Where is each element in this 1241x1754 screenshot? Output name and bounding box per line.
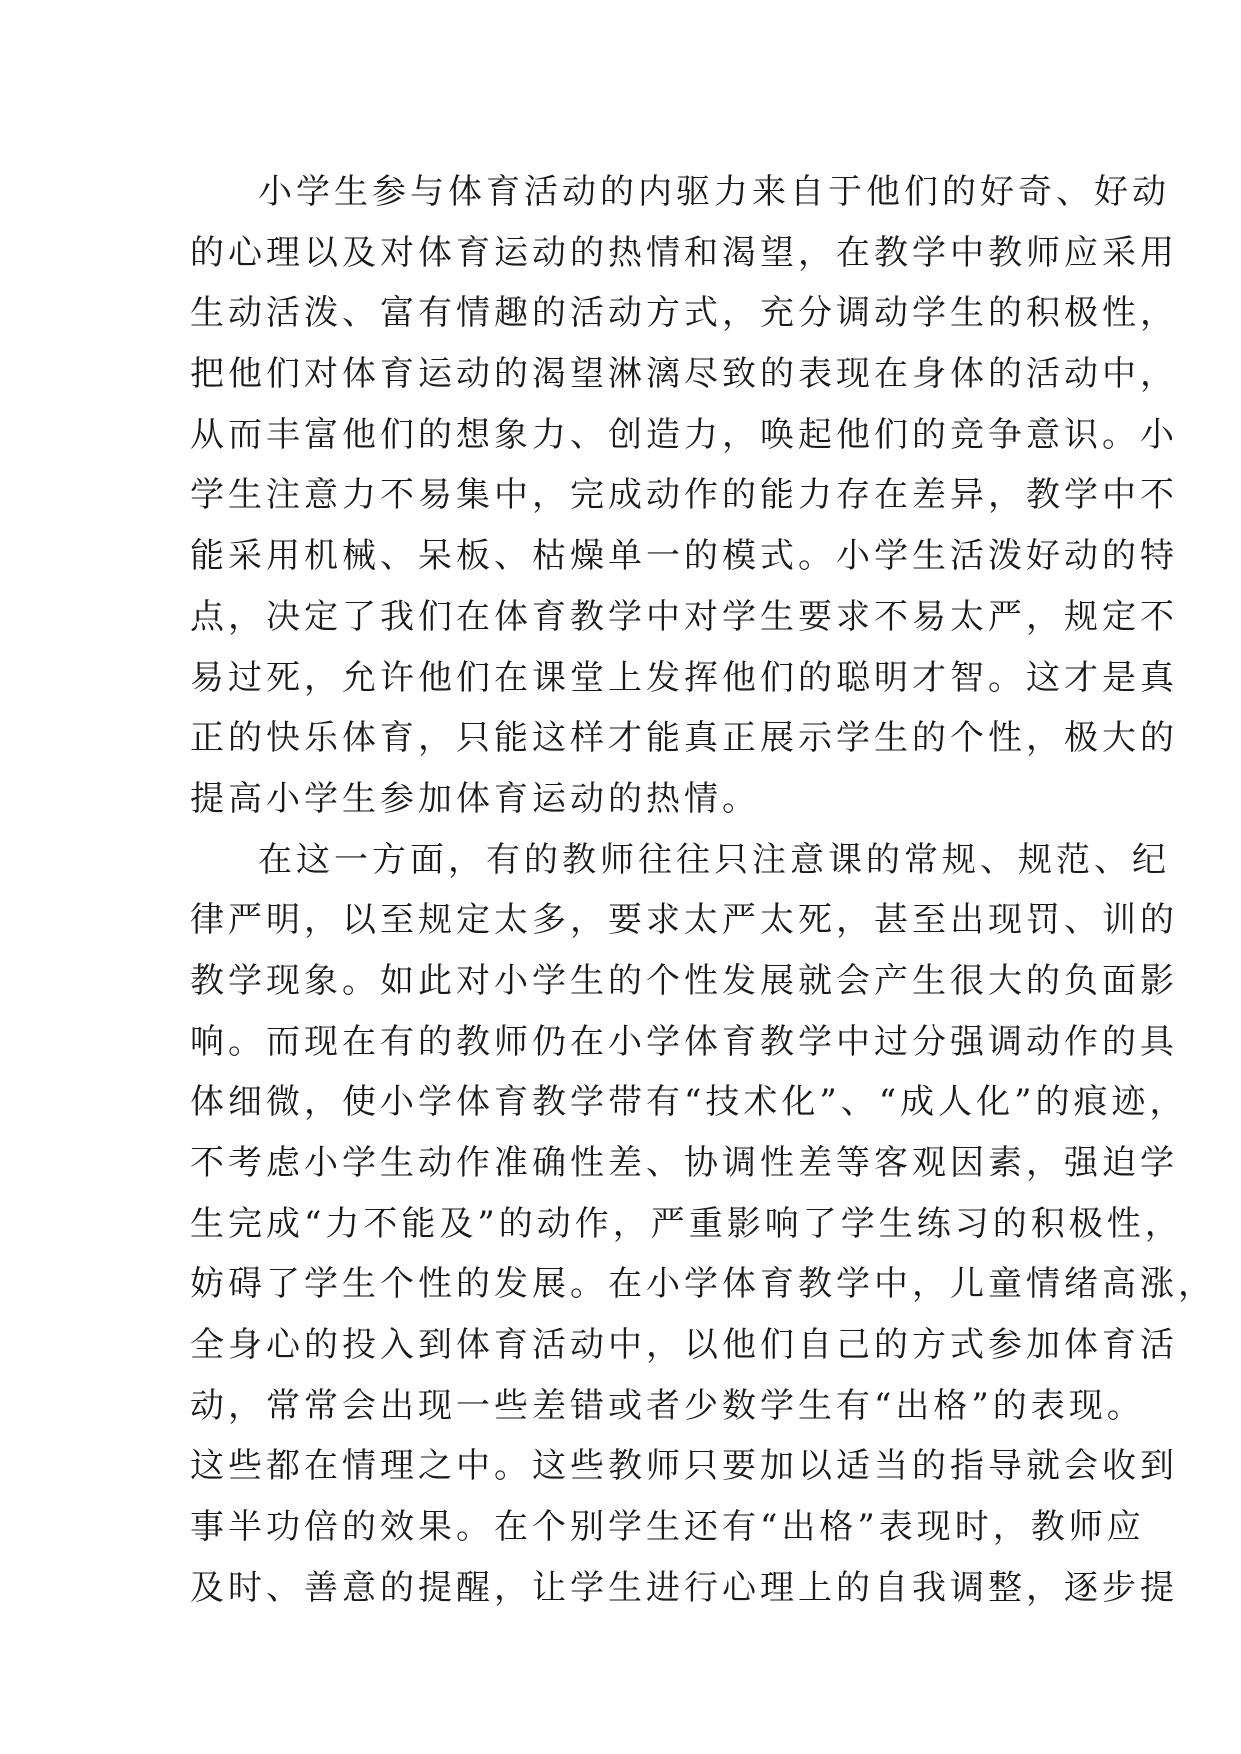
- text-line: 妨碍了学生个性的发展。在小学体育教学中，儿童情绪高涨，: [190, 1264, 1216, 1305]
- text-line: 在这一方面，有的教师往往只注意课的常规、规范、纪: [258, 839, 1170, 880]
- text-line: 易过死，允许他们在课堂上发挥他们的聪明才智。这才是真: [190, 657, 1178, 698]
- text-line: 不考虑小学生动作准确性差、协调性差等客观因素，强迫学: [190, 1143, 1178, 1183]
- text-line: 事半功倍的效果。在个别学生还有“出格”表现时，教师应: [190, 1507, 1145, 1548]
- paragraph-2: [190, 830, 1216, 1619]
- text-line: 全身心的投入到体育活动中，以他们自己的方式参加体育活: [190, 1325, 1178, 1366]
- text-line: 及时、善意的提醒，让学生进行心理上的自我调整，逐步提: [190, 1567, 1178, 1608]
- text-line: 律严明，以至规定太多，要求太严太死，甚至出现罚、训的: [190, 900, 1178, 941]
- text-line: 体细微，使小学体育教学带有“技术化”、“成人化”的痕迹，: [190, 1082, 1188, 1123]
- text-line: 生完成“力不能及”的动作，严重影响了学生练习的积极性，: [190, 1203, 1183, 1244]
- text-line: 学生注意力不易集中，完成动作的能力存在差异，教学中不: [190, 475, 1178, 516]
- text-line: 正的快乐体育，只能这样才能真正展示学生的个性，极大的: [190, 718, 1178, 759]
- text-line: 这些都在情理之中。这些教师只要加以适当的指导就会收到: [190, 1446, 1178, 1487]
- document-body: [190, 162, 1216, 1619]
- text-line: 能采用机械、呆板、枯燥单一的模式。小学生活泼好动的特: [190, 536, 1178, 577]
- text-line: 动，常常会出现一些差错或者少数学生有“出格”的表现。: [190, 1385, 1145, 1426]
- text-line: 把他们对体育运动的渴望淋漓尽致的表现在身体的活动中，: [190, 354, 1178, 395]
- text-line: 响。而现在有的教师仍在小学体育教学中过分强调动作的具: [190, 1021, 1178, 1062]
- text-line: 小学生参与体育活动的内驱力来自于他们的好奇、好动: [258, 172, 1170, 212]
- text-line: 提高小学生参加体育运动的热情。: [190, 778, 760, 819]
- text-line: 点，决定了我们在体育教学中对学生要求不易太严，规定不: [190, 596, 1178, 637]
- text-line: 从而丰富他们的想象力、创造力，唤起他们的竞争意识。小: [190, 414, 1178, 455]
- text-line: 的心理以及对体育运动的热情和渴望，在教学中教师应采用: [190, 232, 1178, 273]
- paragraph-1: [190, 162, 1178, 830]
- text-line: 生动活泼、富有情趣的活动方式，充分调动学生的积极性，: [190, 293, 1178, 334]
- text-line: 教学现象。如此对小学生的个性发展就会产生很大的负面影: [190, 960, 1178, 1001]
